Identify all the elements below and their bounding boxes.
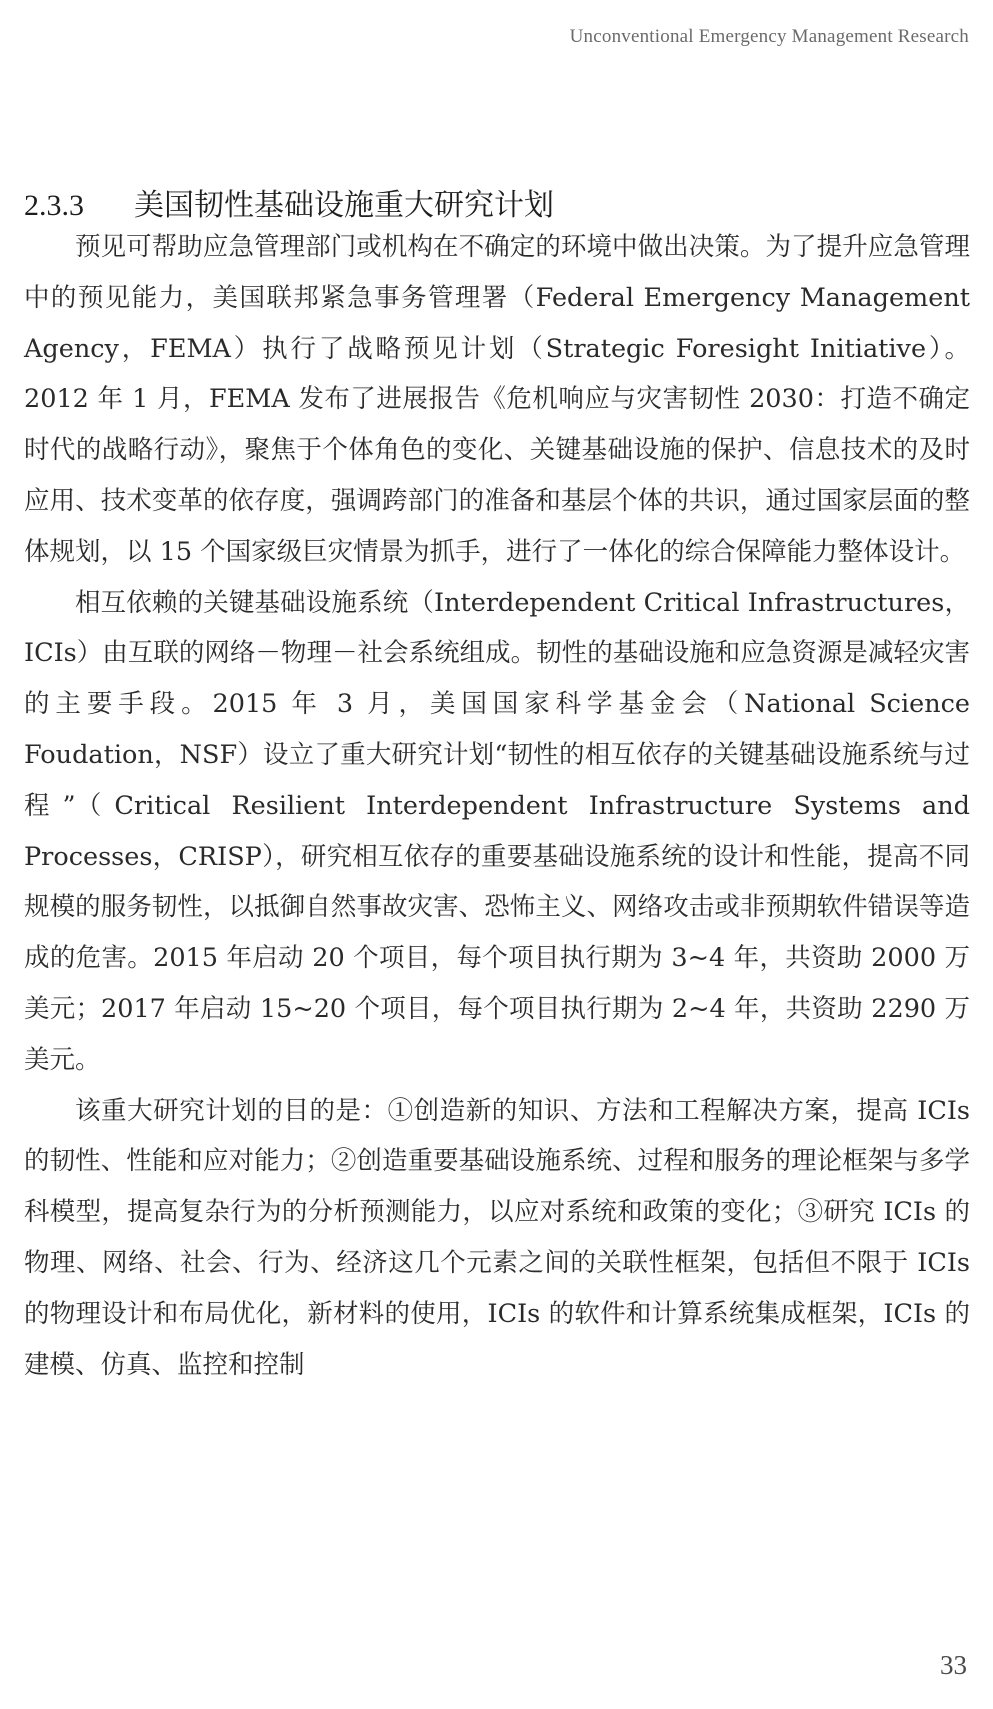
section-number: 2.3.3 — [24, 189, 84, 222]
paragraph-crisp: 相互依赖的关键基础设施系统（Interdependent Critical Infrastructures，ICIs）由互联的网络－物理－社会系统组成。韧性的基础设施和应急资源是减轻灾害的主要手段。2015 年 3 月，美国国家科学基金会（National Science Foudation，NSF）设立了重大研究计划“韧性的相互依存的关键基础设施系统与过程”（Critical Resilient Interdependent Infrastructure Systems and Processes，CRISP），研究相互依存的重要基础设施系统的设计和性能，提高不同规模的服务韧性，以抵御自然事故灾害、恐怖主义、网络攻击或非预期软件错误等造成的危害。2015 年启动 20 个项目，每个项目执行期为 3~4 年，共资助 2000 万美元；2017 年启动 15~20 个项目，每个项目执行期为 2~4 年，共资助 2290 万美元。 — [24, 587, 970, 1075]
paragraph-foresight: 预见可帮助应急管理部门或机构在不确定的环境中做出决策。为了提升应急管理中的预见能力，美国联邦紧急事务管理署（Federal Emergency Management Agency，FEMA）执行了战略预见计划（Strategic Foresight Initiative）。2012 年 1 月，FEMA 发布了进展报告《危机响应与灾害韧性 2030：打造不确定时代的战略行动》，聚焦于个体角色的变化、关键基础设施的保护、信息技术的及时应用、技术变革的依存度，强调跨部门的准备和基层个体的共识，通过国家层面的整体规划，以 15 个国家级巨灾情景为抓手，进行了一体化的综合保障能力整体设计。 — [24, 232, 970, 567]
section-title: 美国韧性基础设施重大研究计划 — [134, 188, 554, 223]
paragraph-goals: 该重大研究计划的目的是：①创造新的知识、方法和工程解决方案，提高 ICIs 的韧性、性能和应对能力；②创造重要基础设施系统、过程和服务的理论框架与多学科模型，提高复杂行为的分析预测能力，以应对系统和政策的变化；③研究 ICIs 的物理、网络、社会、行为、经济这几个元素之间的关联性框架，包括但不限于 ICIs 的物理设计和布局优化，新材料的使用，ICIs 的软件和计算系统集成框架，ICIs 的建模、仿真、监控和控制 — [24, 1095, 970, 1380]
section-heading — [24, 180, 554, 224]
page-number: 33 — [940, 1650, 967, 1680]
body-text — [24, 222, 970, 1390]
running-header: Unconventional Emergency Management Research — [569, 26, 969, 47]
